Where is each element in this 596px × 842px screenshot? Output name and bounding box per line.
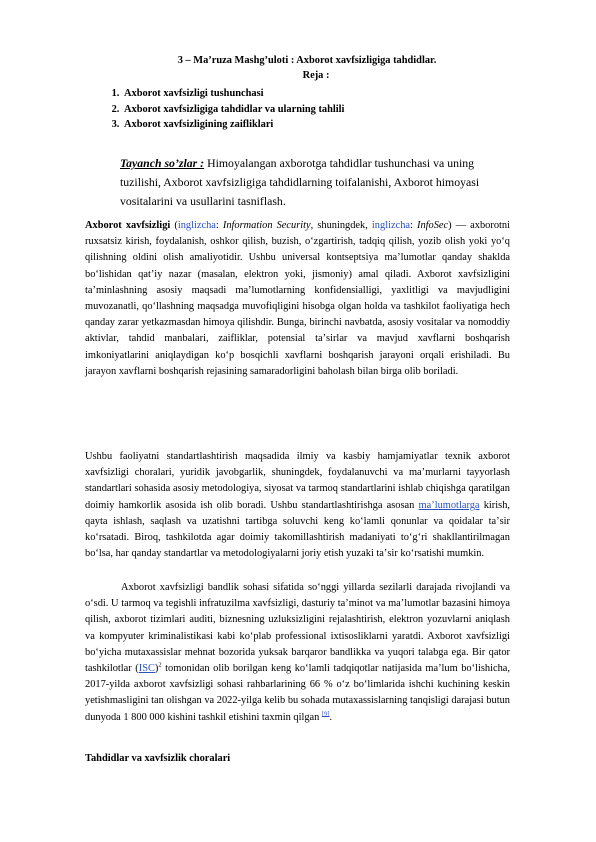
section-heading: Tahdidlar va xavfsizlik choralari [85,753,231,764]
paren-text: ) — [448,220,471,231]
citation-link[interactable]: [9] [321,710,330,718]
connector-text: , shuningdek, [310,220,372,231]
paragraph-text: Ushbu faoliyatni standartlashtirish maqsadida ilmiy va kasbiy hamjamiyatlar texnik axborot xavfsizligi choralari, yuridik javobgarlik, shuningdek, foydalanuvchi va maʼmurlarni tayyorlash standartlari sohasida asosiy metodologiya, siyosat va tarmoq standartlarini ishlab chiqishga qaratilgan doimiy hamkorlik asosida ish olib boradi. Ushbu standartlashtirishga asosan [85,451,510,511]
term-english: Information Security [222,220,311,231]
paragraph-text: Axborot xavfsizligi bandlik sohasi sifatida soʻnggi yillarda sezilarli darajada rivojlandi va oʻsdi. U tarmoq va tegishli infratuzilma xavfsizligi, dasturiy taʼminot va maʼlumotlar bazasini himoya qilish, axborot tizimlari auditi, biznesning uzluksizligini rejalashtirish, elektron yozuvlarni aniqlash va kompyuter kriminalistikasi kabi koʻplab professional ixtisosliklarni yaratdi. Axborot xavfsizligi boʻyicha mutaxassislar mehnat bozorida yuksak barqaror bandlikka va yuqori talabga ega. Bir qator tashkilotlar ( [85,582,510,675]
paren-text: ( [170,220,178,231]
term-abbreviation: InfoSec [416,220,449,231]
plan-item: 2. Axborot xavfsizligiga tahdidlar va ularning tahlili [122,102,344,118]
paragraph-definition [85,218,510,386]
plan-heading: Reja : [302,70,330,81]
keywords-text: Himoyalangan axborotga tahdidlar tushunchasi va uning tuzilishi, Axborot xavfsizligiga tahdidlarning toifalanishi, Axborot himoyasi vositalarini va usullarini tasniflash. [120,156,480,208]
keywords-block [120,154,512,211]
keywords-label: Tayanch so’zlar : [120,156,205,170]
term-bold: Axborot xavfsizligi [85,220,171,231]
colon-text: : [410,220,417,231]
language-link-english[interactable]: inglizcha [177,220,216,231]
paragraph-text: . [329,711,333,723]
language-link-english[interactable]: inglizcha [371,220,411,231]
paragraph-employment: Axborot xavfsizligi bandlik sohasi sifatida soʻnggi yillarda sezilarli darajada rivojlandi va oʻsdi. U tarmoq va tegishli infratuzilma xavfsizligi, dasturiy taʼminot va maʼlumotlar bazasini himoya qilish, axborot tizimlari auditi, biznesning uzluksizligini rejalashtirish, elektron yozuvlarni aniqlash va kompyuter kriminalistikasi kabi koʻplab professional ixtisosliklarni yaratdi. Axborot xavfsizligi boʻyicha mutaxassislar mehnat bozorida yuksak barqaror bandlikka va yuqori talabga ega. Bir qator tashkilotlar (ISC)$^2$ tomonidan olib borilgan keng koʻlamli tadqiqotlar natijasida maʼlum boʻlishicha, 2017-yilda axborot xavfsizligi sohasi rahbarlarining 66 % oʻz boʻlimlarida ishchi kuchining keskin yetishmasligini tan olishgan va 2022-yilga kelib bu sohada mutaxassislarning tanqisligi darajasi butun dunyoda 1 800 000 kishini tashkil etishini taxmin qilgan [9]. [85,582,510,723]
paragraph-text: kirish, qayta ishlash, saqlash va uzatishni tartibga soluvchi keng koʻlamli qonunlar va qoidalar taʼsir koʻrsatadi. Biroq, tashkilotda agar doimiy takomillashtirish madaniyati toʻgʻri shakllantirilmagan boʻlsa, har qanday standartlar va metodologiyalarni joriy etish yuzaki taʼsir koʻrsatishi mumkin. [85,499,510,560]
plan-list [100,86,344,133]
plan-item: 3. Axborot xavfsizligining zaifliklari [122,117,344,133]
definition-text: axborotni ruxsatsiz kirish, foydalanish, oshkor qilish, buzish, oʻzgartirish, tadqiq qilish, yozib olish yoki yoʻq qilishning oldini olish amaliyotidir. Ushbu universal kontseptsiya maʼlumotlar qanday shaklda boʻlishidan qatʼiy nazar (masalan, elektron yoki, jismoniy) amal qiladi. Axborot xavfsizligini taʼminlashning asosiy maqsadi maʼlumotlarning konfidensialligi, yaxlitligi va mavjudligini muvozanatli, qoʻllashning maqsadga muvofiqligini hisobga olgan holda va tashkilot faoliyatiga hech qanday zarar yetkazmasdan himoya qilishdir. Bunga, birinchi navbatda, asosiy vositalar va nomoddiy aktivlar, tahdid manbalari, zaifliklar, potensial taʼsirlar va mavjud xavflarni boshqarish imkoniyatlarini aniqlaydigan koʻp bosqichli xavflarni boshqarish jarayoni orqali erishiladi. Bu jarayon xavflarni boshqarish rejasining samaradorligini baholash bilan birga olib boriladi. [85,220,510,377]
data-link[interactable]: maʼlumotlarga [418,499,480,511]
colon-text: : [215,220,223,231]
superscript: 2 [158,661,162,669]
isc-link[interactable]: ISC [138,663,155,675]
lecture-title: 3 – Ma’ruza Mashg’uloti : Axborot xavfsizligiga tahdidlar. [177,55,437,66]
plan-item: 1. Axborot xavfsizligi tushunchasi [122,86,344,102]
paragraph-text: tomonidan olib borilgan keng koʻlamli tadqiqotlar natijasida maʼlum boʻlishicha, 2017-yilda axborot xavfsizligi sohasi rahbarlarining 66 % oʻz boʻlimlarida ishchi kuchining keskin yetishmasligini tan olishgan va 2022-yilga kelib bu sohada mutaxassislarning tanqisligi darajasi butun dunyoda 1 800 000 kishini tashkil etishini taxmin qilgan [85,663,510,723]
paragraph-standards [85,449,510,568]
